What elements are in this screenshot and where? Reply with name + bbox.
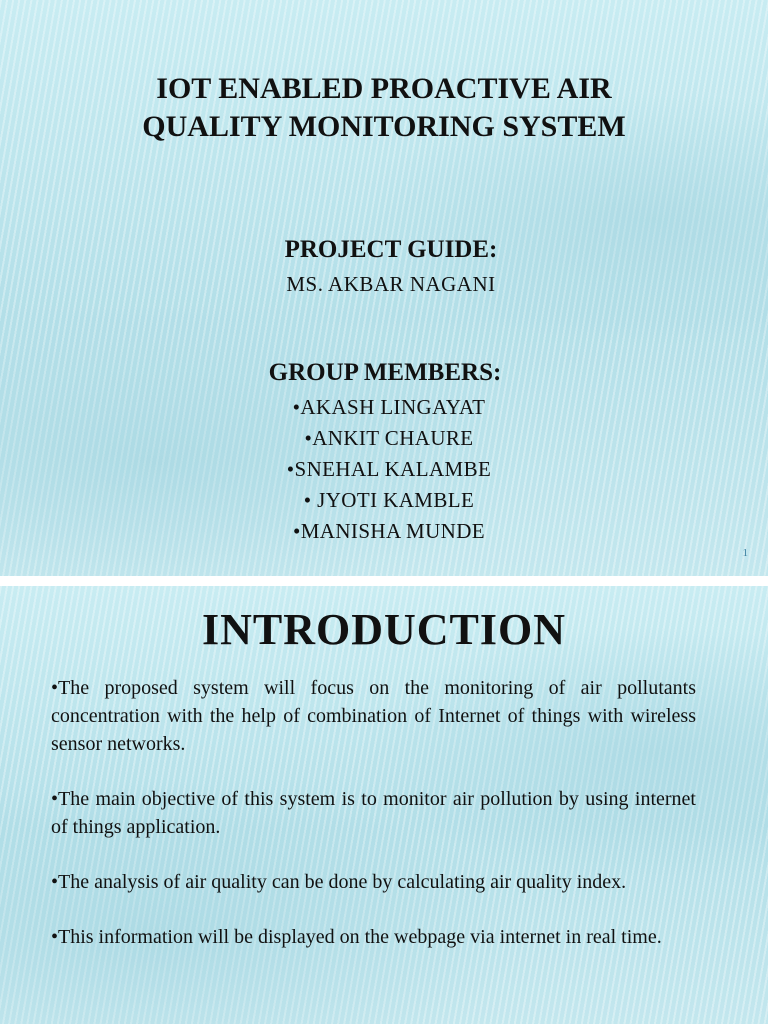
presentation-title [40,70,728,146]
bullet-item: •The main objective of this system is to monitor air pollution by using internet of things application. [51,788,696,838]
member-item: •ANKIT CHAURE [304,426,474,450]
introduction-bullet-list [51,674,696,978]
bullet-item: •This information will be displayed on the webpage via internet in real time. [51,926,662,948]
introduction-slide [0,586,768,1024]
bullet-item: •The proposed system will focus on the monitoring of air pollutants concentration with the help of combination of Internet of things with wireless sensor networks. [51,677,696,755]
member-item: •MANISHA MUNDE [292,519,486,543]
group-members-heading: GROUP MEMBERS: [268,359,502,386]
member-item: •SNEHAL KALAMBE [286,457,492,481]
slide-page-number: 1 [742,547,748,559]
member-item: • JYOTI KAMBLE [303,488,475,512]
title-line-1: IOT ENABLED PROACTIVE AIR [156,72,612,105]
member-item: •AKASH LINGAYAT [292,395,486,419]
project-guide-heading: PROJECT GUIDE: [284,236,498,263]
introduction-title: INTRODUCTION [201,605,567,654]
bullet-item: •The analysis of air quality can be done by calculating air quality index. [51,871,627,893]
title-line-2: QUALITY MONITORING SYSTEM [142,110,626,143]
group-members-list [0,392,768,547]
project-guide-name: MS. AKBAR NAGANI [286,272,496,296]
